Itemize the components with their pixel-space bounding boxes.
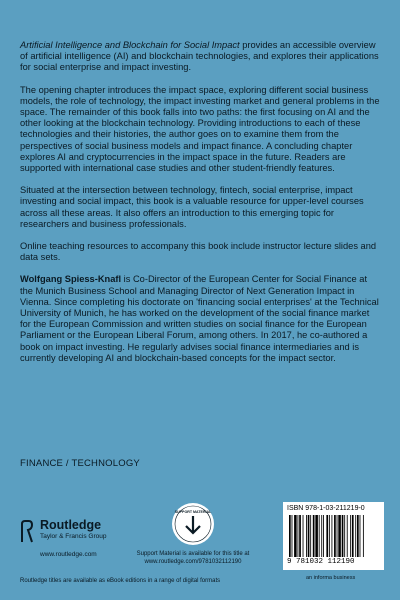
routledge-logo-icon bbox=[20, 520, 34, 544]
barcode-digits: 9 781032 112190 bbox=[287, 558, 355, 566]
barcode-bars bbox=[289, 515, 378, 557]
support-material-badge-icon bbox=[171, 502, 215, 546]
publisher-url[interactable]: www.routledge.com bbox=[40, 551, 97, 558]
isbn-barcode bbox=[283, 502, 384, 570]
publisher-subtitle: Taylor & Francis Group bbox=[40, 533, 107, 540]
author-bio bbox=[20, 274, 382, 364]
support-material-line1: Support Material is available for this title at bbox=[136, 551, 250, 557]
intro-text: provides an accessible overview of artificial intelligence (AI) and blockchain technologies, and explores their applications for social enterprise and impact investing. bbox=[20, 40, 379, 73]
publisher-block bbox=[20, 518, 130, 558]
paragraph-overview: The opening chapter introduces the impact space, exploring different social business models, the role of technology, the impact investing market and general problems in the space. The remainder of this book falls into two paths: the first focusing on AI and the other looking at the blockchain technology. Providing introductions to each of these technologies and their histories, the author goes on to examine them from the perspectives of social business models and impact finance. A concluding chapter explores AI and cryptocurrencies in the impact space in the future. Readers are supported with international case studies and other student-friendly features. bbox=[20, 84, 380, 174]
isbn-number: ISBN 978-1-03-211219-0 bbox=[287, 505, 365, 512]
author-bio-text: is Co-Director of the European Center for Social Finance at the Munich Business School and Managing Director of Next Generation Impact in Vienna. Since completing his doctorate on 'financing social enterprises' at the Technical University of Munich, he has worked on the development of the social finance market for the European Commission and written studies on social finance for the European Parliament or the European Liberal Forum, among others. In 2017, he co-authored a book on impact investing. He regularly advises social finance intermediaries and is currently developing AI and blockchain-based concepts for the impact sector. bbox=[20, 274, 379, 363]
informa-tagline: an informa business bbox=[306, 575, 356, 581]
footer bbox=[0, 500, 400, 600]
subject-category: FINANCE / TECHNOLOGY bbox=[20, 458, 140, 469]
paragraph-resources: Online teaching resources to accompany this book include instructor lecture slides and data sets. bbox=[20, 241, 377, 263]
book-title: Artificial Intelligence and Blockchain for Social Impact bbox=[20, 40, 240, 50]
support-material-block bbox=[118, 502, 268, 566]
support-material-url[interactable]: www.routledge.com/9781032112190 bbox=[144, 558, 242, 565]
ebook-availability-note: Routledge titles are available as eBook editions in a range of digital formats bbox=[20, 578, 221, 584]
back-cover-text bbox=[20, 40, 382, 375]
paragraph-audience: Situated at the intersection between technology, fintech, social enterprise, impact investing and social impact, this book is a valuable resource for upper-level courses across all these areas. It also offers an introduction to this emerging topic for researchers and business professionals. bbox=[20, 185, 364, 229]
intro-paragraph bbox=[20, 40, 382, 74]
author-name: Wolfgang Spiess-Knafl bbox=[20, 274, 122, 285]
support-badge-text: SUPPORT MATERIAL bbox=[174, 510, 212, 514]
publisher-name: Routledge bbox=[40, 518, 102, 532]
